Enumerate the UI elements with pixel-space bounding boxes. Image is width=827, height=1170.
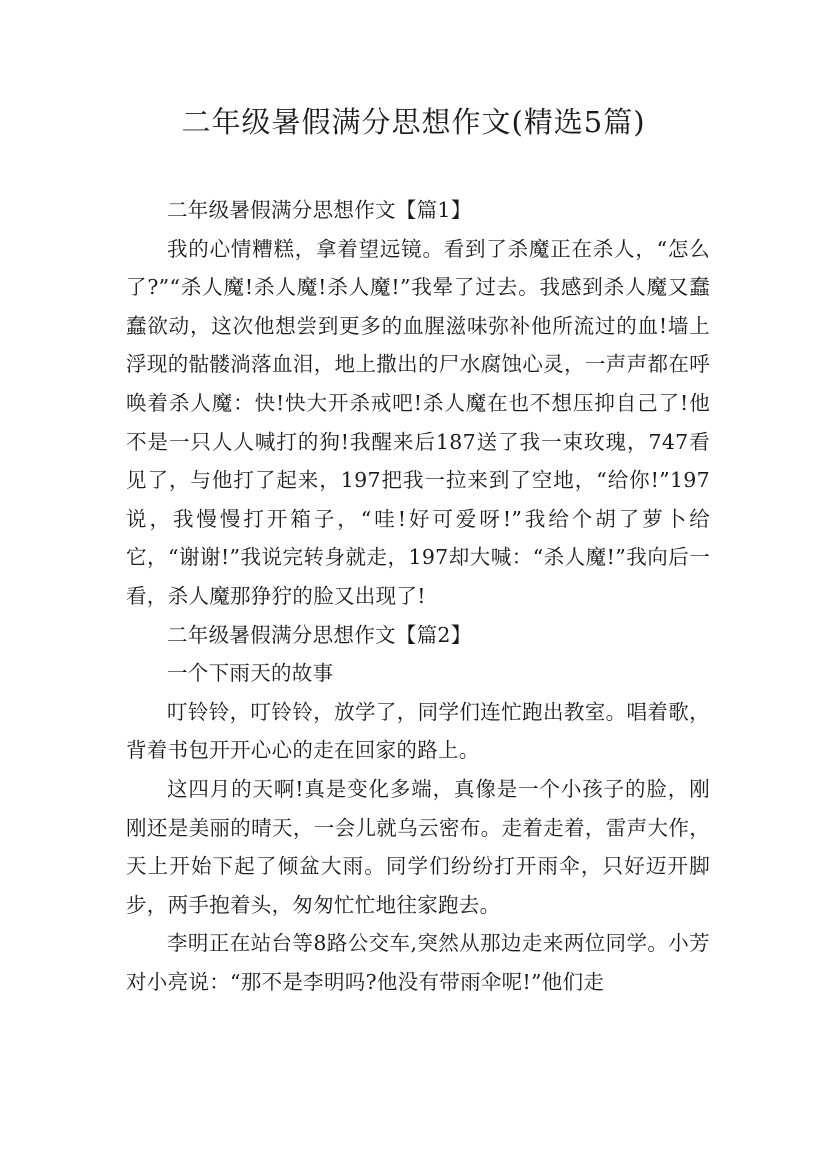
story-subtitle: 一个下雨天的故事: [167, 661, 334, 686]
paragraph-story-2b: 这四月的天啊!真是变化多端，真像是一个小孩子的脸，刚刚还是美丽的晴天，一会儿就乌云密布。走着走着，雷声大作，天上开始下起了倾盆大雨。同学们纷纷打开雨伞，只好迈开脚步，两手抱着头，匆匆忙忙地往家跑去。: [126, 776, 710, 917]
paragraph-story-1: 我的心情糟糕，拿着望远镜。看到了杀魔正在杀人，“怎么了?”“杀人魔!杀人魔!杀人魔!”我晕了过去。我感到杀人魔又蠢蠢欲动，这次他想尝到更多的血腥滋味弥补他所流过的血!墙上浮现的骷髅淌落血泪，地上撒出的尸水腐蚀心灵，一声声都在呼唤着杀人魔：快!快大开杀戒吧!杀人魔在也不想压抑自己了!他不是一只人人喊打的狗!我醒来后187送了我一束玫瑰，747看见了，与他打了起来，197把我一拉来到了空地，“给你!”197说，我慢慢打开箱子，“哇!好可爱呀!”我给个胡了萝卜给它，“谢谢!”我说完转身就走，197却大喊：“杀人魔!”我向后一看，杀人魔那狰狞的脸又出现了!: [126, 236, 710, 608]
document-title: 二年级暑假满分思想作文(精选5篇): [181, 105, 646, 139]
document-body: [126, 191, 710, 1001]
section-heading-1: 二年级暑假满分思想作文【篇1】: [167, 198, 472, 222]
section-heading-2: 二年级暑假满分思想作文【篇2】: [167, 622, 472, 647]
paragraph-story-2a: 叮铃铃，叮铃铃，放学了，同学们连忙跑出教室。唱着歌，背着书包开开心心的走在回家的路上。: [126, 699, 710, 763]
paragraph-story-2c: 李明正在站台等8路公交车,突然从那边走来两位同学。小芳对小亮说：“那不是李明吗?他没有带雨伞呢!”他们走: [126, 931, 710, 994]
